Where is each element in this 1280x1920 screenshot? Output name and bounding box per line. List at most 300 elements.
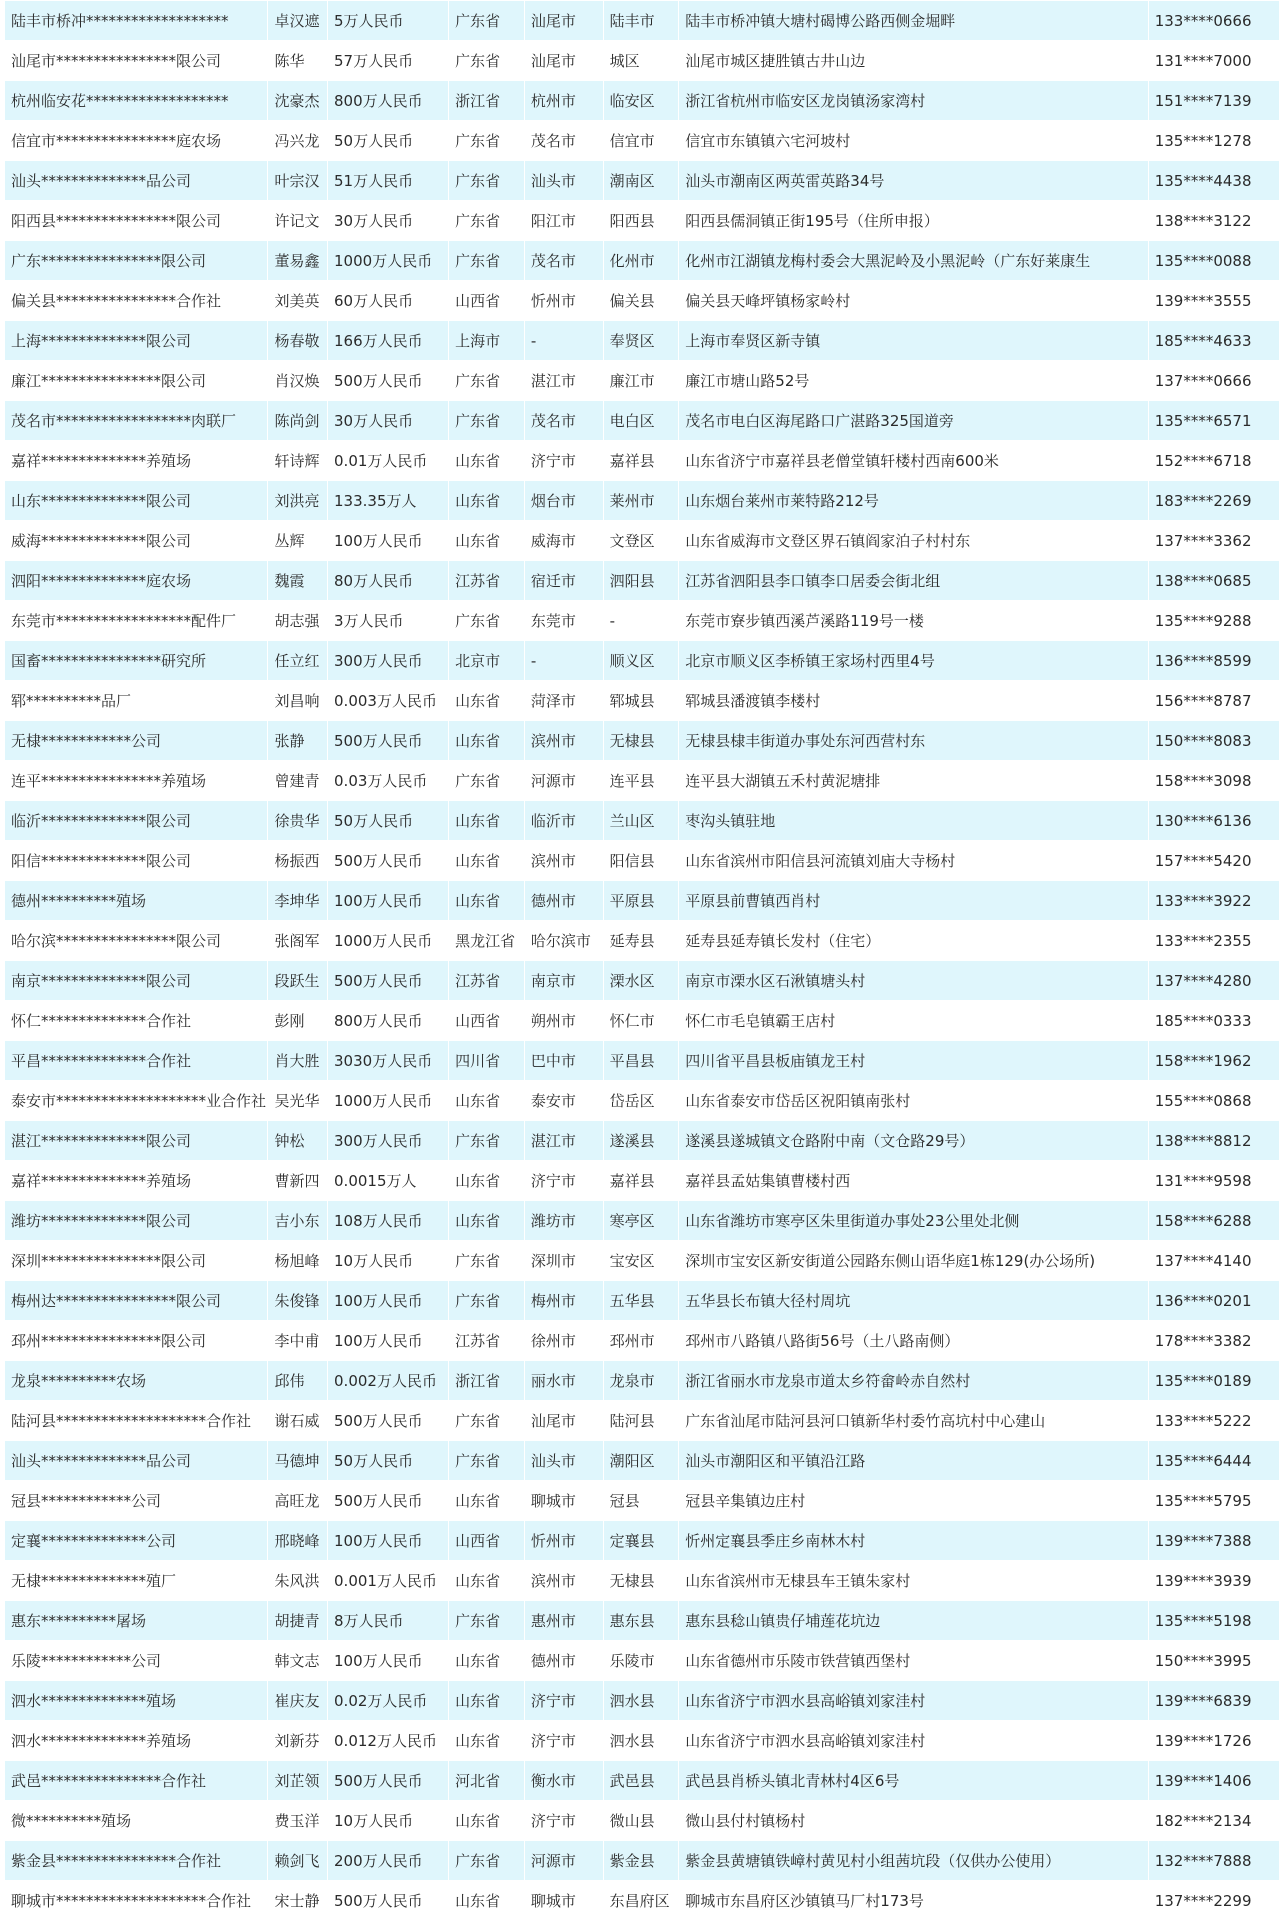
cell-district: 临安区	[603, 81, 679, 121]
cell-address: 惠东县稔山镇贵仔埔莲花坑边	[679, 1601, 1148, 1641]
cell-district: 无棣县	[603, 1561, 679, 1601]
cell-capital: 800万人民币	[328, 81, 449, 121]
cell-company: 梅州达****************限公司	[5, 1281, 268, 1321]
cell-address: 山东省德州市乐陵市铁营镇西堡村	[679, 1641, 1148, 1681]
cell-phone: 130****6136	[1148, 801, 1279, 841]
cell-capital: 100万人民币	[328, 1521, 449, 1561]
cell-phone: 185****0333	[1148, 1001, 1279, 1041]
table-row	[5, 1121, 1280, 1161]
cell-province: 广东省	[449, 401, 525, 441]
company-table	[4, 0, 1280, 1920]
cell-phone: 139****1726	[1148, 1721, 1279, 1761]
cell-person: 陈华	[268, 41, 328, 81]
cell-district: 微山县	[603, 1801, 679, 1841]
cell-district: 电白区	[603, 401, 679, 441]
cell-phone: 133****3922	[1148, 881, 1279, 921]
cell-company: 郓**********品厂	[5, 681, 268, 721]
cell-district: 顺义区	[603, 641, 679, 681]
cell-phone: 138****3122	[1148, 201, 1279, 241]
cell-person: 邢晓峰	[268, 1521, 328, 1561]
cell-district: 五华县	[603, 1281, 679, 1321]
cell-capital: 108万人民币	[328, 1201, 449, 1241]
table-row	[5, 1641, 1280, 1681]
cell-address: 山东省济宁市泗水县高峪镇刘家洼村	[679, 1721, 1148, 1761]
cell-address: 阳西县儒洞镇正街195号（住所申报）	[679, 201, 1148, 241]
cell-province: 广东省	[449, 241, 525, 281]
cell-city: 德州市	[524, 881, 603, 921]
cell-district: 无棣县	[603, 721, 679, 761]
cell-phone: 138****8812	[1148, 1121, 1279, 1161]
cell-capital: 100万人民币	[328, 881, 449, 921]
table-row	[5, 321, 1280, 361]
table-row	[5, 681, 1280, 721]
cell-person: 刘洪亮	[268, 481, 328, 521]
cell-person: 曾建青	[268, 761, 328, 801]
cell-city: 滨州市	[524, 1561, 603, 1601]
cell-company: 汕头**************品公司	[5, 161, 268, 201]
cell-district: 岱岳区	[603, 1081, 679, 1121]
cell-capital: 500万人民币	[328, 1401, 449, 1441]
cell-capital: 100万人民币	[328, 1321, 449, 1361]
cell-company: 惠东**********屠场	[5, 1601, 268, 1641]
table-row	[5, 161, 1280, 201]
cell-phone: 136****8599	[1148, 641, 1279, 681]
table-row	[5, 841, 1280, 881]
cell-company: 定襄**************公司	[5, 1521, 268, 1561]
table-row	[5, 1441, 1280, 1481]
cell-company: 威海**************限公司	[5, 521, 268, 561]
cell-district: 延寿县	[603, 921, 679, 961]
cell-phone: 139****7388	[1148, 1521, 1279, 1561]
cell-capital: 800万人民币	[328, 1001, 449, 1041]
cell-person: 刘新芬	[268, 1721, 328, 1761]
cell-company: 武邑****************合作社	[5, 1761, 268, 1801]
cell-province: 山东省	[449, 1801, 525, 1841]
company-table-body	[5, 1, 1280, 1920]
cell-province: 山东省	[449, 1641, 525, 1681]
cell-phone: 151****7139	[1148, 81, 1279, 121]
cell-person: 张静	[268, 721, 328, 761]
cell-company: 邳州****************限公司	[5, 1321, 268, 1361]
cell-company: 泗水**************养殖场	[5, 1721, 268, 1761]
table-row	[5, 1401, 1280, 1441]
cell-company: 紫金县****************合作社	[5, 1841, 268, 1881]
cell-city: 河源市	[524, 761, 603, 801]
cell-company: 山东**************限公司	[5, 481, 268, 521]
cell-city: 汕头市	[524, 161, 603, 201]
cell-address: 延寿县延寿镇长发村（住宅）	[679, 921, 1148, 961]
cell-city: -	[524, 641, 603, 681]
cell-province: 浙江省	[449, 1361, 525, 1401]
cell-address: 无棣县棣丰街道办事处东河西营村东	[679, 721, 1148, 761]
table-row	[5, 1481, 1280, 1521]
cell-phone: 135****5795	[1148, 1481, 1279, 1521]
table-row	[5, 921, 1280, 961]
cell-address: 浙江省杭州市临安区龙岗镇汤家湾村	[679, 81, 1148, 121]
cell-province: 江苏省	[449, 1321, 525, 1361]
cell-district: 化州市	[603, 241, 679, 281]
cell-province: 山东省	[449, 441, 525, 481]
cell-company: 微**********殖场	[5, 1801, 268, 1841]
cell-company: 东莞市******************配件厂	[5, 601, 268, 641]
cell-address: 山东省滨州市阳信县河流镇刘庙大寺杨村	[679, 841, 1148, 881]
cell-phone: 137****2299	[1148, 1881, 1279, 1920]
cell-person: 董易鑫	[268, 241, 328, 281]
cell-capital: 51万人民币	[328, 161, 449, 201]
table-row	[5, 201, 1280, 241]
cell-person: 谢石威	[268, 1401, 328, 1441]
cell-city: 济宁市	[524, 1161, 603, 1201]
cell-address: 廉江市塘山路52号	[679, 361, 1148, 401]
cell-province: 山东省	[449, 801, 525, 841]
cell-district: 郓城县	[603, 681, 679, 721]
cell-province: 广东省	[449, 161, 525, 201]
cell-district: 信宜市	[603, 121, 679, 161]
cell-company: 聊城市********************合作社	[5, 1881, 268, 1920]
cell-company: 泰安市********************业合作社	[5, 1081, 268, 1121]
cell-capital: 0.01万人民币	[328, 441, 449, 481]
cell-phone: 135****9288	[1148, 601, 1279, 641]
cell-city: 忻州市	[524, 281, 603, 321]
cell-province: 山西省	[449, 281, 525, 321]
cell-district: 偏关县	[603, 281, 679, 321]
cell-company: 阳西县****************限公司	[5, 201, 268, 241]
cell-person: 李坤华	[268, 881, 328, 921]
cell-phone: 156****8787	[1148, 681, 1279, 721]
cell-district: 冠县	[603, 1481, 679, 1521]
cell-address: 紫金县黄塘镇铁嶂村黄见村小组茜坑段（仅供办公使用）	[679, 1841, 1148, 1881]
cell-capital: 0.003万人民币	[328, 681, 449, 721]
table-row	[5, 481, 1280, 521]
cell-address: 汕头市潮南区两英雷英路34号	[679, 161, 1148, 201]
table-row	[5, 601, 1280, 641]
cell-company: 德州**********殖场	[5, 881, 268, 921]
cell-address: 五华县长布镇大径村周坑	[679, 1281, 1148, 1321]
cell-city: -	[524, 321, 603, 361]
cell-company: 茂名市******************肉联厂	[5, 401, 268, 441]
cell-capital: 500万人民币	[328, 961, 449, 1001]
cell-person: 徐贵华	[268, 801, 328, 841]
cell-district: 寒亭区	[603, 1201, 679, 1241]
cell-address: 武邑县肖桥头镇北青林村4区6号	[679, 1761, 1148, 1801]
cell-address: 聊城市东昌府区沙镇镇马厂村173号	[679, 1881, 1148, 1920]
cell-phone: 133****5222	[1148, 1401, 1279, 1441]
table-row	[5, 1761, 1280, 1801]
table-row	[5, 41, 1280, 81]
cell-phone: 135****6571	[1148, 401, 1279, 441]
cell-city: 梅州市	[524, 1281, 603, 1321]
cell-company: 哈尔滨****************限公司	[5, 921, 268, 961]
cell-company: 临沂**************限公司	[5, 801, 268, 841]
table-row	[5, 881, 1280, 921]
cell-person: 吉小东	[268, 1201, 328, 1241]
cell-city: 济宁市	[524, 1721, 603, 1761]
cell-city: 汕头市	[524, 1441, 603, 1481]
cell-company: 信宜市****************庭农场	[5, 121, 268, 161]
cell-province: 广东省	[449, 1841, 525, 1881]
cell-province: 山东省	[449, 1161, 525, 1201]
cell-capital: 0.002万人民币	[328, 1361, 449, 1401]
table-row	[5, 1601, 1280, 1641]
cell-city: 聊城市	[524, 1881, 603, 1920]
cell-district: 溧水区	[603, 961, 679, 1001]
cell-phone: 139****3555	[1148, 281, 1279, 321]
cell-address: 化州市江湖镇龙梅村委会大黑泥岭及小黑泥岭（广东好莱康生	[679, 241, 1148, 281]
cell-person: 宋士静	[268, 1881, 328, 1920]
cell-person: 轩诗辉	[268, 441, 328, 481]
cell-address: 怀仁市毛皂镇霸王店村	[679, 1001, 1148, 1041]
cell-district: 嘉祥县	[603, 1161, 679, 1201]
cell-address: 信宜市东镇镇六宅河坡村	[679, 121, 1148, 161]
cell-district: 平原县	[603, 881, 679, 921]
cell-address: 嘉祥县孟姑集镇曹楼村西	[679, 1161, 1148, 1201]
table-row	[5, 721, 1280, 761]
cell-person: 赖剑飞	[268, 1841, 328, 1881]
cell-person: 沈豪杰	[268, 81, 328, 121]
cell-province: 山东省	[449, 1681, 525, 1721]
cell-city: 茂名市	[524, 121, 603, 161]
cell-district: 文登区	[603, 521, 679, 561]
cell-capital: 8万人民币	[328, 1601, 449, 1641]
cell-company: 南京**************限公司	[5, 961, 268, 1001]
cell-person: 叶宗汉	[268, 161, 328, 201]
cell-company: 汕头**************品公司	[5, 1441, 268, 1481]
cell-address: 江苏省泗阳县李口镇李口居委会街北组	[679, 561, 1148, 601]
table-row	[5, 1721, 1280, 1761]
cell-person: 冯兴龙	[268, 121, 328, 161]
cell-city: 汕尾市	[524, 1, 603, 41]
cell-city: 东莞市	[524, 601, 603, 641]
table-row	[5, 1001, 1280, 1041]
cell-city: 杭州市	[524, 81, 603, 121]
cell-phone: 137****0666	[1148, 361, 1279, 401]
cell-company: 阳信**************限公司	[5, 841, 268, 881]
cell-person: 肖大胜	[268, 1041, 328, 1081]
cell-province: 山东省	[449, 1081, 525, 1121]
cell-company: 国畜****************研究所	[5, 641, 268, 681]
cell-province: 山东省	[449, 841, 525, 881]
cell-capital: 3030万人民币	[328, 1041, 449, 1081]
table-row	[5, 801, 1280, 841]
cell-capital: 1000万人民币	[328, 921, 449, 961]
cell-district: 泗阳县	[603, 561, 679, 601]
cell-capital: 57万人民币	[328, 41, 449, 81]
cell-city: 河源市	[524, 1841, 603, 1881]
cell-city: 阳江市	[524, 201, 603, 241]
cell-city: 济宁市	[524, 441, 603, 481]
cell-province: 广东省	[449, 121, 525, 161]
table-row	[5, 1521, 1280, 1561]
cell-phone: 135****0189	[1148, 1361, 1279, 1401]
cell-person: 钟松	[268, 1121, 328, 1161]
cell-city: 茂名市	[524, 241, 603, 281]
cell-district: 连平县	[603, 761, 679, 801]
cell-person: 彭刚	[268, 1001, 328, 1041]
table-row	[5, 961, 1280, 1001]
cell-phone: 133****2355	[1148, 921, 1279, 961]
cell-company: 连平****************养殖场	[5, 761, 268, 801]
cell-company: 龙泉**********农场	[5, 1361, 268, 1401]
cell-phone: 135****4438	[1148, 161, 1279, 201]
cell-company: 上海**************限公司	[5, 321, 268, 361]
cell-province: 山东省	[449, 681, 525, 721]
cell-person: 马德坤	[268, 1441, 328, 1481]
cell-person: 段跃生	[268, 961, 328, 1001]
cell-capital: 500万人民币	[328, 721, 449, 761]
cell-city: 深圳市	[524, 1241, 603, 1281]
cell-company: 怀仁**************合作社	[5, 1001, 268, 1041]
cell-capital: 80万人民币	[328, 561, 449, 601]
cell-province: 广东省	[449, 1241, 525, 1281]
cell-province: 浙江省	[449, 81, 525, 121]
cell-city: 朔州市	[524, 1001, 603, 1041]
cell-person: 刘昌响	[268, 681, 328, 721]
cell-province: 江苏省	[449, 961, 525, 1001]
cell-person: 杨春敬	[268, 321, 328, 361]
table-row	[5, 401, 1280, 441]
cell-address: 山东省潍坊市寒亭区朱里街道办事处23公里处北侧	[679, 1201, 1148, 1241]
cell-company: 泗阳**************庭农场	[5, 561, 268, 601]
cell-city: 忻州市	[524, 1521, 603, 1561]
cell-company: 陆丰市桥冲*******************	[5, 1, 268, 41]
cell-province: 广东省	[449, 761, 525, 801]
cell-address: 冠县辛集镇边庄村	[679, 1481, 1148, 1521]
cell-district: 嘉祥县	[603, 441, 679, 481]
cell-address: 微山县付村镇杨村	[679, 1801, 1148, 1841]
cell-capital: 0.0015万人	[328, 1161, 449, 1201]
cell-address: 遂溪县遂城镇文仓路附中南（文仓路29号）	[679, 1121, 1148, 1161]
cell-district: 泗水县	[603, 1721, 679, 1761]
cell-capital: 50万人民币	[328, 801, 449, 841]
cell-city: 泰安市	[524, 1081, 603, 1121]
cell-district: 遂溪县	[603, 1121, 679, 1161]
cell-city: 菏泽市	[524, 681, 603, 721]
cell-district: 平昌县	[603, 1041, 679, 1081]
cell-province: 山东省	[449, 1561, 525, 1601]
cell-company: 汕尾市****************限公司	[5, 41, 268, 81]
table-row	[5, 1561, 1280, 1601]
cell-district: 东昌府区	[603, 1881, 679, 1920]
cell-address: 四川省平昌县板庙镇龙王村	[679, 1041, 1148, 1081]
cell-company: 杭州临安花*******************	[5, 81, 268, 121]
cell-company: 冠县************公司	[5, 1481, 268, 1521]
cell-address: 茂名市电白区海尾路口广湛路325国道旁	[679, 401, 1148, 441]
cell-phone: 152****6718	[1148, 441, 1279, 481]
cell-company: 广东****************限公司	[5, 241, 268, 281]
cell-company: 偏关县****************合作社	[5, 281, 268, 321]
cell-phone: 136****0201	[1148, 1281, 1279, 1321]
cell-address: 山东省济宁市泗水县高峪镇刘家洼村	[679, 1681, 1148, 1721]
cell-city: 济宁市	[524, 1681, 603, 1721]
table-row	[5, 1321, 1280, 1361]
cell-province: 江苏省	[449, 561, 525, 601]
cell-district: 奉贤区	[603, 321, 679, 361]
cell-province: 山东省	[449, 1881, 525, 1920]
cell-phone: 137****4280	[1148, 961, 1279, 1001]
cell-capital: 30万人民币	[328, 201, 449, 241]
cell-phone: 139****1406	[1148, 1761, 1279, 1801]
cell-capital: 500万人民币	[328, 1881, 449, 1920]
cell-city: 南京市	[524, 961, 603, 1001]
cell-district: 城区	[603, 41, 679, 81]
cell-person: 丛辉	[268, 521, 328, 561]
cell-capital: 133.35万人	[328, 481, 449, 521]
cell-phone: 155****0868	[1148, 1081, 1279, 1121]
cell-person: 陈尚剑	[268, 401, 328, 441]
table-row	[5, 761, 1280, 801]
cell-phone: 158****3098	[1148, 761, 1279, 801]
cell-district: 陆丰市	[603, 1, 679, 41]
cell-province: 广东省	[449, 361, 525, 401]
cell-phone: 185****4633	[1148, 321, 1279, 361]
cell-city: 哈尔滨市	[524, 921, 603, 961]
cell-district: 宝安区	[603, 1241, 679, 1281]
cell-address: 山东省泰安市岱岳区祝阳镇南张村	[679, 1081, 1148, 1121]
cell-province: 山西省	[449, 1001, 525, 1041]
cell-phone: 133****0666	[1148, 1, 1279, 41]
cell-capital: 100万人民币	[328, 1281, 449, 1321]
cell-phone: 132****7888	[1148, 1841, 1279, 1881]
cell-address: 郓城县潘渡镇李楼村	[679, 681, 1148, 721]
cell-phone: 137****4140	[1148, 1241, 1279, 1281]
cell-city: 临沂市	[524, 801, 603, 841]
cell-address: 偏关县天峰坪镇杨家岭村	[679, 281, 1148, 321]
cell-address: 上海市奉贤区新寺镇	[679, 321, 1148, 361]
cell-person: 刘美英	[268, 281, 328, 321]
cell-address: 东莞市寮步镇西溪芦溪路119号一楼	[679, 601, 1148, 641]
cell-address: 广东省汕尾市陆河县河口镇新华村委竹高坑村中心建山	[679, 1401, 1148, 1441]
table-row	[5, 121, 1280, 161]
table-row	[5, 1281, 1280, 1321]
cell-person: 卓汉遮	[268, 1, 328, 41]
cell-phone: 131****7000	[1148, 41, 1279, 81]
cell-company: 廉江****************限公司	[5, 361, 268, 401]
table-row	[5, 1881, 1280, 1920]
cell-province: 黑龙江省	[449, 921, 525, 961]
cell-capital: 1000万人民币	[328, 1081, 449, 1121]
cell-province: 山东省	[449, 881, 525, 921]
cell-company: 泗水**************殖场	[5, 1681, 268, 1721]
cell-capital: 10万人民币	[328, 1801, 449, 1841]
cell-capital: 30万人民币	[328, 401, 449, 441]
cell-city: 宿迁市	[524, 561, 603, 601]
cell-district: 陆河县	[603, 1401, 679, 1441]
cell-district: 兰山区	[603, 801, 679, 841]
cell-province: 山东省	[449, 1201, 525, 1241]
cell-address: 平原县前曹镇西肖村	[679, 881, 1148, 921]
cell-city: 湛江市	[524, 361, 603, 401]
cell-person: 崔庆友	[268, 1681, 328, 1721]
cell-district: 潮南区	[603, 161, 679, 201]
table-row	[5, 81, 1280, 121]
cell-district: 定襄县	[603, 1521, 679, 1561]
cell-capital: 100万人民币	[328, 521, 449, 561]
cell-province: 山东省	[449, 521, 525, 561]
cell-capital: 300万人民币	[328, 1121, 449, 1161]
table-row	[5, 1241, 1280, 1281]
cell-company: 乐陵************公司	[5, 1641, 268, 1681]
cell-city: 烟台市	[524, 481, 603, 521]
cell-address: 枣沟头镇驻地	[679, 801, 1148, 841]
cell-district: 阳西县	[603, 201, 679, 241]
cell-person: 任立红	[268, 641, 328, 681]
cell-company: 陆河县********************合作社	[5, 1401, 268, 1441]
cell-city: 聊城市	[524, 1481, 603, 1521]
cell-province: 山东省	[449, 1481, 525, 1521]
cell-phone: 137****3362	[1148, 521, 1279, 561]
table-row	[5, 441, 1280, 481]
cell-phone: 150****3995	[1148, 1641, 1279, 1681]
